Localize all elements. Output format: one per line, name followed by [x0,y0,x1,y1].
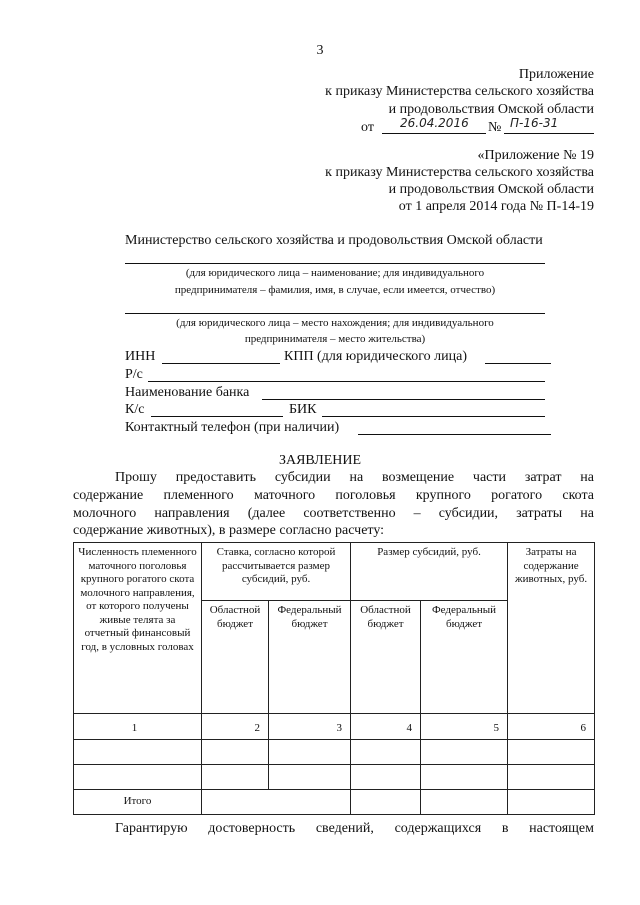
column-number-row [74,714,595,740]
appendix19-ministry-line: и продовольствия Омской области [388,182,594,197]
inn-label: ИНН [125,349,156,364]
date-label: от [361,120,374,135]
header-herd-size: Численность племенного маточного поголовья крупного рогатого скота молочного направления, от которого получены живые телята за отчетный финансовый год, в условных головах [74,543,202,714]
corr-account-line [151,416,283,417]
inn-line [162,363,280,364]
header-rate-federal: Федеральный бюджет [269,601,351,714]
total-row [74,790,595,815]
bank-line [262,399,545,400]
kpp-label: КПП (для юридического лица) [284,349,467,364]
address-caption-1: (для юридического лица – место нахождения; для индивидуального [176,317,494,329]
col-number-5: 5 [421,714,508,740]
total-label: Итого [74,790,202,815]
table-row [74,765,595,790]
order-number-underline [504,133,594,134]
account-line [148,381,545,382]
col-number-2: 2 [202,714,269,740]
body-line-4: содержание животных), в размере согласно расчету: [73,523,385,538]
appendix19-order-line: к приказу Министерства сельского хозяйства [325,165,594,180]
name-caption-2: предпринимателя – фамилия, имя, в случае, если имеется, отчество) [174,284,496,296]
corr-account-label: К/с [125,402,145,417]
date-handwritten: 26.04.2016 [400,116,469,130]
body-line-1: Прошу предоставить субсидии на возмещение части затрат на [115,470,594,485]
body-line-2: содержание племенного маточного поголовья крупного рогатого скота [73,488,594,503]
account-label: Р/с [125,367,143,382]
header-size-regional: Областной бюджет [351,601,421,714]
statement-title: ЗАЯВЛЕНИЕ [278,453,362,468]
body-line-3: молочного направления (далее соответственно – субсидии, затраты на [73,506,594,521]
col-number-6: 6 [508,714,595,740]
header-subsidy-size: Размер субсидий, руб. [351,543,508,601]
appendix19-title: «Приложение № 19 [477,148,594,163]
name-caption-1: (для юридического лица – наименование; для индивидуального [185,267,485,279]
addressee: Министерство сельского хозяйства и продовольствия Омской области [125,233,543,248]
header-rate-regional: Областной бюджет [202,601,269,714]
bik-line [322,416,545,417]
phone-line [358,434,551,435]
page-number: 3 [316,43,324,58]
kpp-line [485,363,551,364]
phone-label: Контактный телефон (при наличии) [125,420,340,435]
header-costs: Затраты на содержание животных, руб. [508,543,595,714]
address-caption-2: предпринимателя – место жительства) [244,333,426,345]
table-row [74,740,595,765]
bank-label: Наименование банка [125,385,250,400]
closing-line: Гарантирую достоверность сведений, содержащихся в настоящем [115,821,594,836]
name-line [125,263,545,264]
order-number-label: № [488,120,502,135]
col-number-1: 1 [74,714,202,740]
col-number-4: 4 [351,714,421,740]
bik-label: БИК [289,402,317,417]
appendix-order-line: к приказу Министерства сельского хозяйства [325,84,594,99]
header-rate: Ставка, согласно которой рассчитывается размер субсидий, руб. [202,543,351,601]
appendix19-date-line: от 1 апреля 2014 года № П-14-19 [398,199,594,214]
order-number-handwritten: П-16-31 [510,116,559,130]
address-line [125,313,545,314]
appendix-ministry-line: и продовольствия Омской области [388,102,594,117]
date-underline [382,133,486,134]
header-size-federal: Федеральный бюджет [421,601,508,714]
calculation-table [73,542,595,815]
col-number-3: 3 [269,714,351,740]
appendix-title: Приложение [518,67,594,82]
